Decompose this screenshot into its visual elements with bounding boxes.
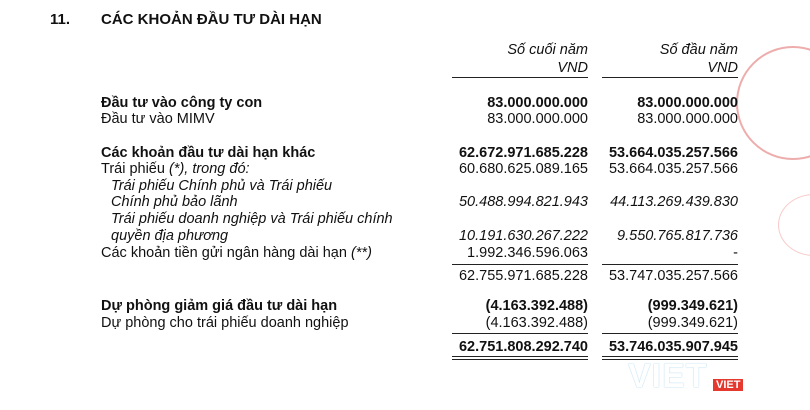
col1-header-underline [452,77,588,78]
row-value-end-provision: (4.163.392.488) [485,298,588,314]
total-end: 62.751.808.292.740 [458,339,588,355]
row-value-end-gov-bonds: 50.488.994.821.943 [458,194,588,210]
row-label-corp-bonds-line2: quyền địa phương [111,228,229,244]
row-label-corp-bonds-line1: Trái phiếu doanh nghiệp và Trái phiếu chính [111,211,393,227]
col2-unit: VND [707,60,738,76]
row-value-end-other-lt-investments: 62.672.971.685.228 [458,145,588,161]
row-value-end-mimv: 83.000.000.000 [487,111,588,127]
col2-subtotal-line [602,264,738,265]
row-value-begin-bonds: 53.664.035.257.566 [608,161,738,177]
vietnamnet-watermark-logo [618,355,768,405]
subtotal-end: 62.755.971.685.228 [458,268,588,284]
row-value-begin-corp-bonds: 9.550.765.817.736 [617,228,738,244]
row-value-begin-subsidiaries: 83.000.000.000 [637,95,738,111]
row-value-begin-other-lt-investments: 53.664.035.257.566 [608,145,738,161]
row-value-end-lt-deposits: 1.992.346.596.063 [467,245,588,261]
col2-header: Số đầu năm [659,42,738,58]
col2-total-top-line [602,333,738,334]
col1-total-double-underline [452,356,588,360]
row-label-gov-bonds-line2: Chính phủ bảo lãnh [111,194,238,210]
col1-unit: VND [557,60,588,76]
row-value-end-bonds: 60.680.625.089.165 [458,161,588,177]
red-stamp-decoration-lower [778,194,810,256]
subtotal-begin: 53.747.035.257.566 [608,268,738,284]
row-label-bonds: Trái phiếu (*), trong đó: [101,161,250,177]
row-label-provision-corp-bonds: Dự phòng cho trái phiếu doanh nghiệp [101,315,349,331]
row-value-begin-provision: (999.349.621) [647,298,738,314]
col2-header-underline [602,77,738,78]
row-label-gov-bonds-line1: Trái phiếu Chính phủ và Trái phiếu [111,178,333,194]
watermark-sub-text: VIET [713,379,743,391]
row-value-end-subsidiaries: 83.000.000.000 [487,95,588,111]
row-value-begin-provision-corp-bonds: (999.349.621) [647,315,738,331]
total-begin: 53.746.035.907.945 [608,339,738,355]
watermark-main-text: VIET [628,357,708,395]
row-value-begin-mimv: 83.000.000.000 [637,111,738,127]
row-label-mimv: Đầu tư vào MIMV [101,111,215,127]
row-value-begin-gov-bonds: 44.113.269.439.830 [610,194,738,210]
red-stamp-decoration [736,46,810,160]
row-label-other-lt-investments: Các khoản đầu tư dài hạn khác [101,145,316,161]
col1-header: Số cuối năm [507,42,588,58]
row-value-begin-lt-deposits: - [733,245,738,261]
row-label-lt-deposits: Các khoản tiền gửi ngân hàng dài hạn (**) [101,245,372,261]
row-label-subsidiaries: Đầu tư vào công ty con [101,95,263,111]
col1-subtotal-line [452,264,588,265]
row-value-end-provision-corp-bonds: (4.163.392.488) [485,315,588,331]
row-label-provision: Dự phòng giảm giá đầu tư dài hạn [101,298,338,314]
section-number: 11. [50,11,71,28]
col1-total-top-line [452,333,588,334]
section-title: CÁC KHOẢN ĐẦU TƯ DÀI HẠN [101,11,322,28]
row-value-end-corp-bonds: 10.191.630.267.222 [458,228,588,244]
